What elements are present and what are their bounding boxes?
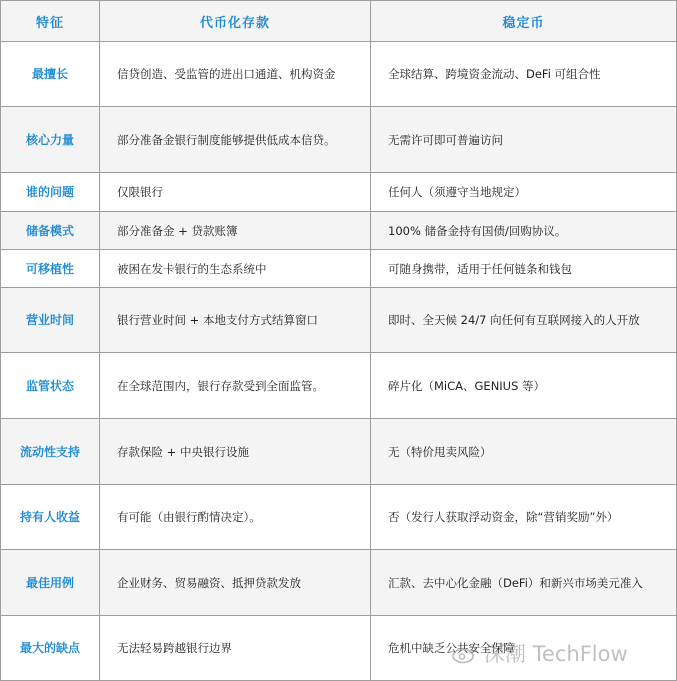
tokenized-deposit-cell: 存款保险 + 中央银行设施	[100, 419, 371, 485]
feature-cell: 流动性支持	[1, 419, 100, 485]
tokenized-deposit-cell: 无法轻易跨越银行边界	[100, 616, 371, 681]
table-row	[1, 212, 677, 250]
table-row	[1, 107, 677, 173]
tokenized-deposit-cell: 部分准备金 + 贷款账簿	[100, 212, 371, 250]
feature-cell: 最大的缺点	[1, 616, 100, 681]
header-stablecoin: 稳定币	[371, 1, 677, 42]
feature-cell: 营业时间	[1, 288, 100, 353]
table-row	[1, 485, 677, 550]
stablecoin-cell: 100% 储备金持有国债/回购协议。	[371, 212, 677, 250]
table-row	[1, 288, 677, 353]
header-tokenized-deposit: 代币化存款	[100, 1, 371, 42]
stablecoin-cell: 否（发行人获取浮动资金，除“营销奖励”外）	[371, 485, 677, 550]
tokenized-deposit-cell: 企业财务、贸易融资、抵押贷款发放	[100, 550, 371, 616]
table-header-row	[1, 1, 677, 42]
stablecoin-cell: 可随身携带，适用于任何链条和钱包	[371, 250, 677, 288]
tokenized-deposit-cell: 被困在发卡银行的生态系统中	[100, 250, 371, 288]
table-row	[1, 616, 677, 681]
feature-cell: 最擅长	[1, 42, 100, 107]
header-feature: 特征	[1, 1, 100, 42]
feature-cell: 持有人收益	[1, 485, 100, 550]
tokenized-deposit-cell: 信贷创造、受监管的进出口通道、机构资金	[100, 42, 371, 107]
feature-cell: 谁的问题	[1, 173, 100, 212]
table-row	[1, 419, 677, 485]
stablecoin-cell: 汇款、去中心化金融（DeFi）和新兴市场美元准入	[371, 550, 677, 616]
watermark-text: 深潮 TechFlow	[484, 642, 628, 666]
feature-cell: 储备模式	[1, 212, 100, 250]
table-row	[1, 550, 677, 616]
feature-cell: 最佳用例	[1, 550, 100, 616]
table-row	[1, 353, 677, 419]
tokenized-deposit-cell: 银行营业时间 + 本地支付方式结算窗口	[100, 288, 371, 353]
stablecoin-cell: 即时、全天候 24/7 向任何有互联网接入的人开放	[371, 288, 677, 353]
table-row	[1, 173, 677, 212]
feature-cell: 可移植性	[1, 250, 100, 288]
tokenized-deposit-cell: 在全球范围内，银行存款受到全面监管。	[100, 353, 371, 419]
table-row	[1, 250, 677, 288]
stablecoin-cell: 碎片化（MiCA、GENIUS 等）	[371, 353, 677, 419]
stablecoin-cell: 无（特价甩卖风险）	[371, 419, 677, 485]
stablecoin-cell: 危机中缺乏公共安全保障	[371, 616, 677, 681]
stablecoin-cell: 全球结算、跨境资金流动、DeFi 可组合性	[371, 42, 677, 107]
table-row	[1, 42, 677, 107]
tokenized-deposit-cell: 仅限银行	[100, 173, 371, 212]
stablecoin-cell: 任何人（须遵守当地规定）	[371, 173, 677, 212]
stablecoin-cell: 无需许可即可普遍访问	[371, 107, 677, 173]
tokenized-deposit-cell: 有可能（由银行酌情决定）。	[100, 485, 371, 550]
feature-cell: 监管状态	[1, 353, 100, 419]
feature-cell: 核心力量	[1, 107, 100, 173]
tokenized-deposit-cell: 部分准备金银行制度能够提供低成本信贷。	[100, 107, 371, 173]
